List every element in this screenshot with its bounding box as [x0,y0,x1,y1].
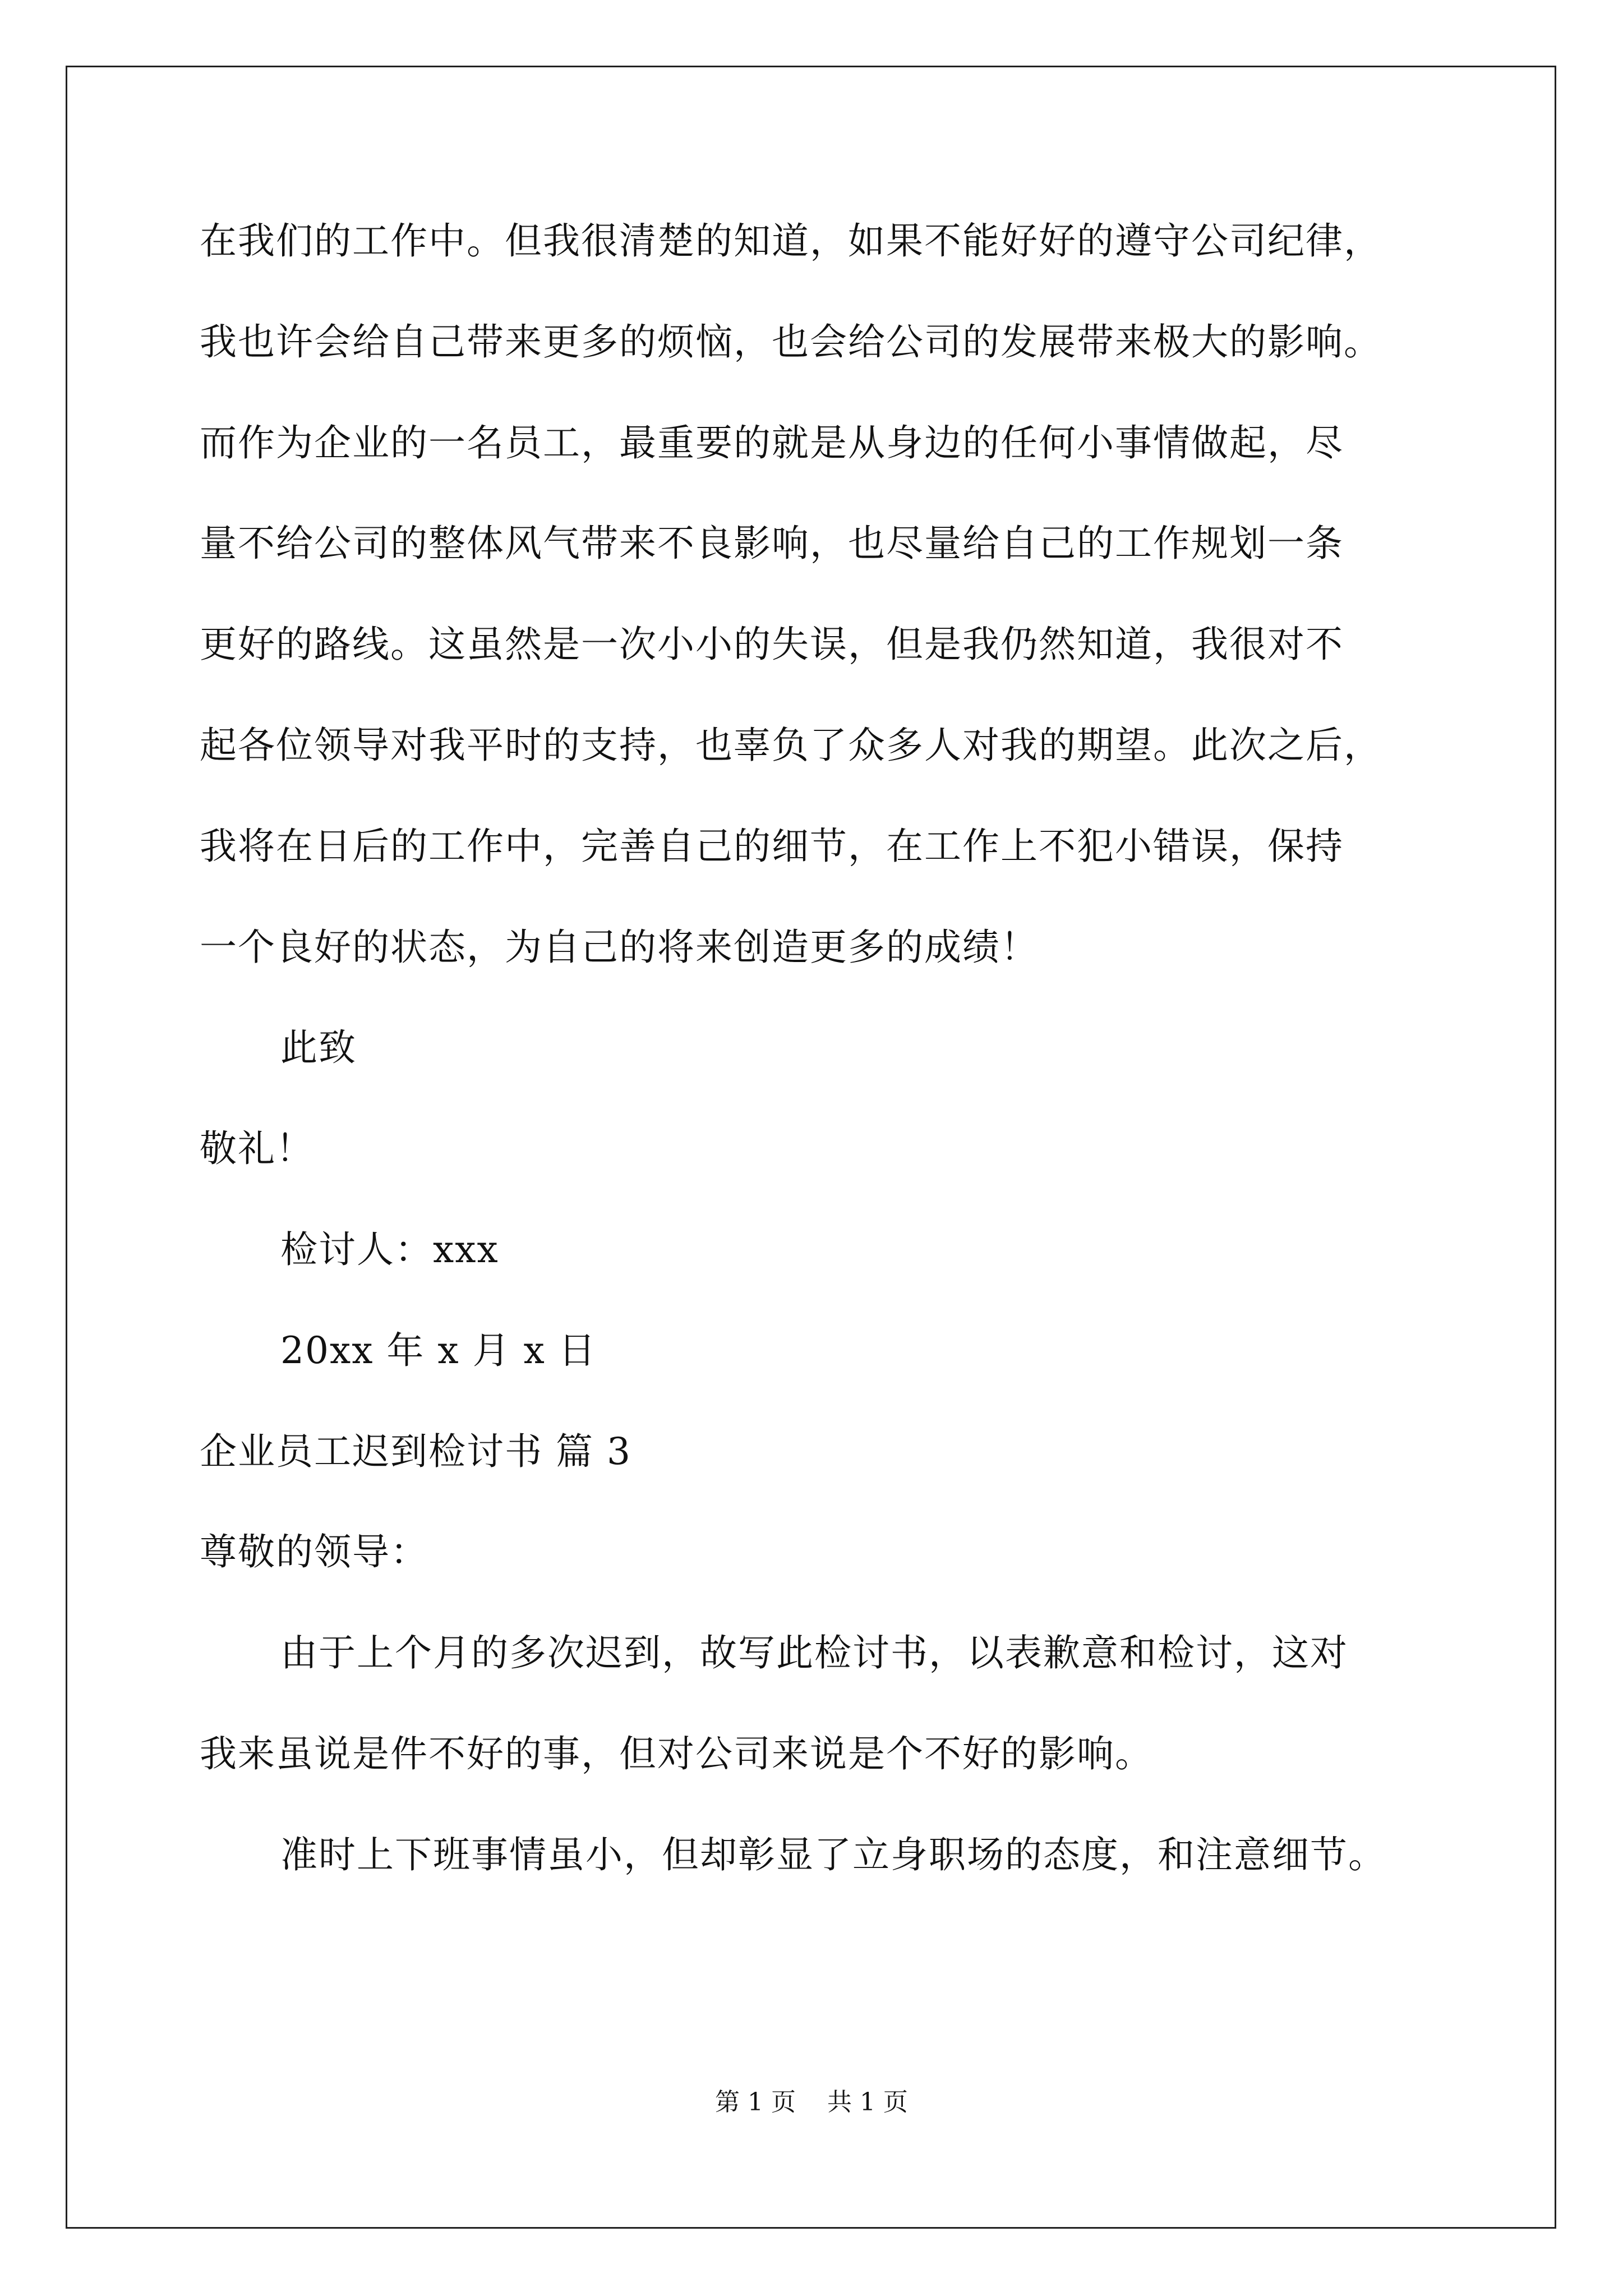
body-line: 我也许会给自己带来更多的烦恼，也会给公司的发展带来极大的影响。 [200,320,1382,364]
signature-author: 检讨人：xxx [280,1228,499,1271]
body-line: 更好的路线。这虽然是一次小小的失误，但是我仍然知道，我很对不 [200,623,1344,666]
body-line: 在我们的工作中。但我很清楚的知道，如果不能好好的遵守公司纪律， [200,219,1382,263]
body-line: 一个良好的状态，为自己的将来创造更多的成绩！ [200,926,1039,969]
body-line: 由于上个月的多次迟到，故写此检讨书，以表歉意和检讨，这对 [280,1631,1348,1674]
greeting: 尊敬的领导： [200,1530,428,1573]
page-footer: 第 1 页 共 1 页 [715,2088,908,2116]
body-line: 准时上下班事情虽小，但却彰显了立身职场的态度，和注意细节。 [280,1833,1386,1876]
closing-salutation: 此致 [280,1026,357,1069]
body-line: 我将在日后的工作中，完善自己的细节，在工作上不犯小错误，保持 [200,825,1344,868]
signature-date: 20xx 年 x 月 x 日 [280,1329,597,1372]
body-line: 量不给公司的整体风气带来不良影响，也尽量给自己的工作规划一条 [200,522,1344,565]
section-title: 企业员工迟到检讨书 篇 3 [200,1430,631,1473]
body-line: 而作为企业的一名员工，最重要的就是从身边的任何小事情做起，尽 [200,421,1344,464]
body-line: 起各位领导对我平时的支持，也辜负了众多人对我的期望。此次之后， [200,724,1382,767]
body-line: 我来虽说是件不好的事，但对公司来说是个不好的影响。 [200,1732,1153,1775]
closing-regards: 敬礼！ [200,1127,314,1170]
